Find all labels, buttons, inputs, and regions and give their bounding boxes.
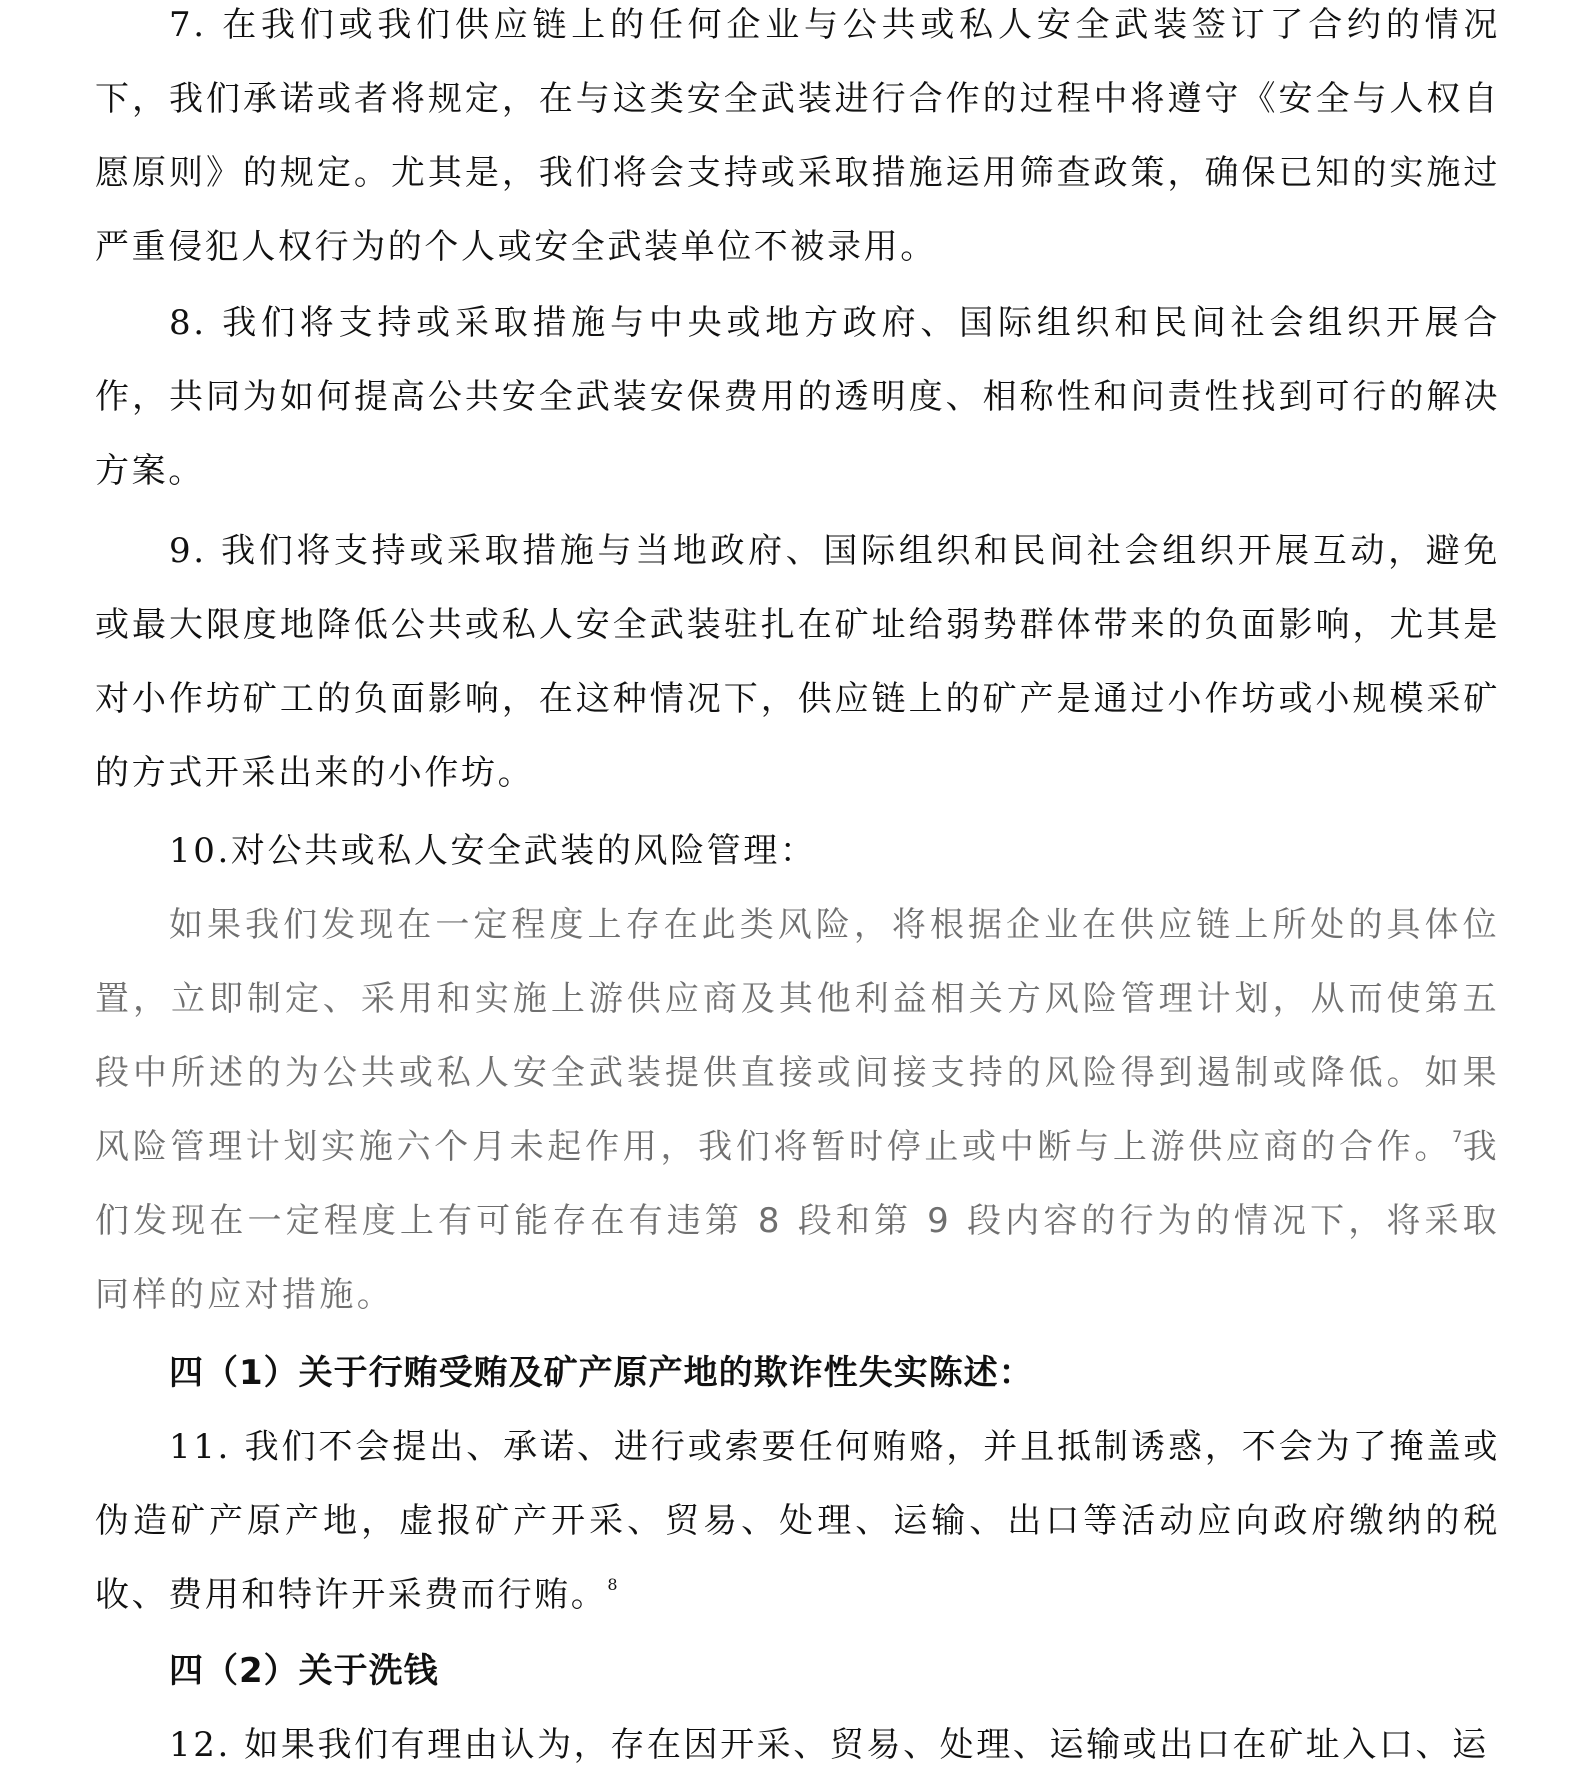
section-heading-bribery-text: 四（1）关于行贿受贿及矿产原产地的欺诈性失实陈述： <box>169 1353 1034 1393</box>
paragraph-10-body-text: 如果我们发现在一定程度上存在此类风险，将根据企业在供应链上所处的具体位置，立即制定、采用和实施上游供应商及其他利益相关方风险管理计划，从而使第五段中所述的为公共或私人安全武装提供直接或间接支持的风险得到遏制或降低。如果风险管理计划实施六个月未起作用，我们将暂时停止或中断与上游供应商的合作。 <box>95 905 1500 1167</box>
paragraph-8 <box>95 286 1500 508</box>
section-heading-money-laundering-text: 四（2）关于洗钱 <box>169 1651 439 1691</box>
section-heading-money-laundering <box>95 1634 1500 1708</box>
footnote-marker-7[interactable]: 7 <box>1452 1126 1463 1146</box>
paragraph-9-text: 9. 我们将支持或采取措施与当地政府、国际组织和民间社会组织开展互动，避免或最大限度地降低公共或私人安全武装驻扎在矿址给弱势群体带来的负面影响，尤其是对小作坊矿工的负面影响，在这种情况下，供应链上的矿产是通过小作坊或小规模采矿的方式开采出来的小作坊。 <box>95 531 1500 793</box>
paragraph-8-text: 8. 我们将支持或采取措施与中央或地方政府、国际组织和民间社会组织开展合作，共同为如何提高公共安全武装安保费用的透明度、相称性和问责性找到可行的解决方案。 <box>95 303 1500 491</box>
paragraph-11 <box>95 1410 1500 1632</box>
paragraph-10-body-text-after: 我们发现在一定程度上有可能存在有违第 8 段和第 9 段内容的行为的情况下，将采取同样的应对措施。 <box>95 1127 1500 1315</box>
paragraph-11-text: 11. 我们不会提出、承诺、进行或索要任何贿赂，并且抵制诱惑，不会为了掩盖或伪造矿产原产地，虚报矿产开采、贸易、处理、运输、出口等活动应向政府缴纳的税收、费用和特许开采费而行贿。 <box>95 1427 1500 1615</box>
footnote-marker-8[interactable]: 8 <box>607 1574 618 1594</box>
paragraph-9 <box>95 514 1500 810</box>
paragraph-10-title <box>95 814 1500 888</box>
paragraph-12-text: 12. 如果我们有理由认为，存在因开采、贸易、处理、运输或出口在矿址入口、运 <box>169 1725 1489 1765</box>
section-heading-bribery <box>95 1336 1500 1410</box>
paragraph-7-text: 7. 在我们或我们供应链上的任何企业与公共或私人安全武装签订了合约的情况下，我们承诺或者将规定，在与这类安全武装进行合作的过程中将遵守《安全与人权自愿原则》的规定。尤其是，我们将会支持或采取措施运用筛查政策，确保已知的实施过严重侵犯人权行为的个人或安全武装单位不被录用。 <box>95 5 1500 267</box>
paragraph-10-title-text: 10.对公共或私人安全武装的风险管理： <box>169 831 817 871</box>
paragraph-12 <box>95 1708 1500 1782</box>
paragraph-7 <box>95 0 1500 284</box>
paragraph-10-body <box>95 888 1500 1332</box>
